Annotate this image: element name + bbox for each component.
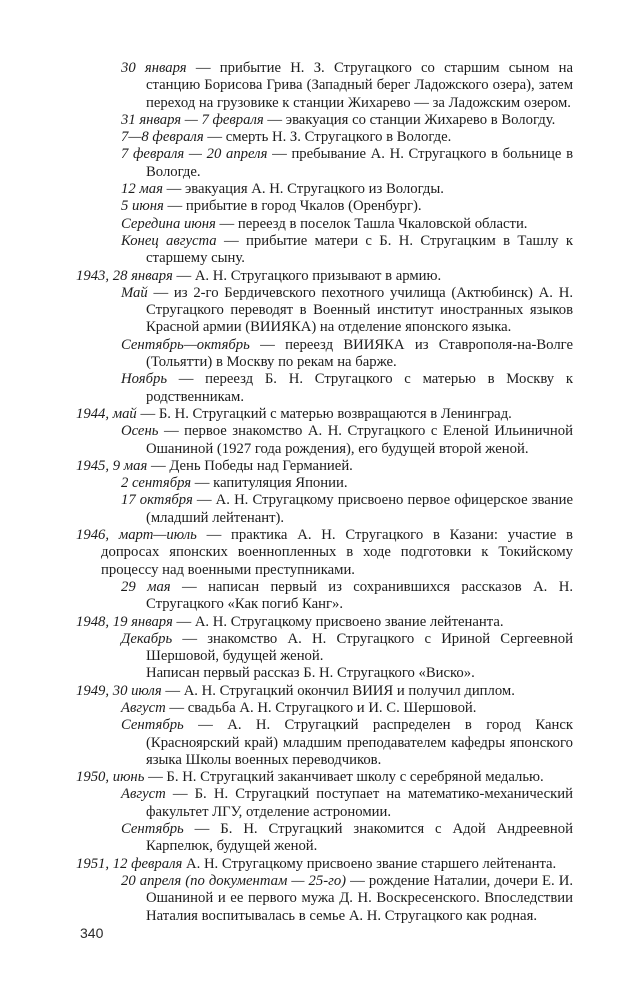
entry-text: — из 2-го Бердичевского пехотного училища (Актюбинск) А. Н. Стругацкого переводят в Военный институт иностранных языков Красной армии (ВИИЯКА) на отделение японского языка.	[146, 284, 573, 336]
chronology-entry	[76, 129, 573, 146]
entry-date: Май	[121, 284, 148, 301]
entry-text: — Б. Н. Стругацкий поступает на математико-механический факультет ЛГУ, отделение астрономии.	[146, 786, 573, 820]
entry-date: 1944, май	[76, 405, 137, 422]
chronology-entry	[76, 700, 573, 717]
entry-date: 7—8 февраля	[121, 129, 204, 146]
entry-date: 1950, июнь	[76, 769, 145, 786]
entry-date: 12 мая	[121, 181, 163, 198]
entry-date: Ноябрь	[121, 371, 167, 388]
entry-date: 20 апреля (по документам — 25-го)	[121, 872, 347, 889]
chronology-entry	[76, 873, 573, 925]
entry-text: — прибытие Н. З. Стругацкого со старшим сыном на станцию Борисова Грива (Западный берег Ладожского озера), затем переход на грузовике к станции Жихарево — за Ладожским озером.	[146, 60, 573, 111]
entry-date: 1946, март—июль	[76, 527, 197, 544]
chronology-entry	[76, 786, 573, 821]
entry-text: — смерть Н. З. Стругацкого в Вологде.	[203, 129, 452, 146]
entry-text: — капитуляция Японии.	[191, 475, 348, 492]
entry-text: — переезд Б. Н. Стругацкого с матерью в Москву к родственникам.	[146, 371, 573, 405]
entry-text: — первое знакомство А. Н. Стругацкого с Еленой Ильиничной Ошаниной (1927 года рождения), его будущей второй женой.	[146, 423, 573, 457]
entry-text: Написан первый рассказ Б. Н. Стругацкого «Виско».	[146, 665, 475, 682]
entry-text: — Б. Н. Стругацкий знакомится с Адой Андреевной Карпелюк, будущей женой.	[146, 821, 573, 855]
entry-text: А. Н. Стругацкому присвоено звание старшего лейтенанта.	[182, 855, 557, 872]
entry-date: 30 января	[121, 60, 187, 76]
entry-date: Декабрь	[121, 630, 173, 647]
entry-date: 5 июня	[121, 198, 164, 215]
entry-text: — эвакуация А. Н. Стругацкого из Вологды.	[162, 181, 444, 198]
entry-date: 2 сентября	[121, 475, 192, 492]
chronology-entry	[76, 821, 573, 856]
entry-date: Сентябрь—октябрь	[121, 336, 250, 353]
entry-text: — свадьба А. Н. Стругацкого и И. С. Шершовой.	[165, 699, 477, 716]
entry-date: 1949, 30 июля	[76, 682, 162, 699]
chronology-entry	[76, 337, 573, 372]
entry-text: — А. Н. Стругацкого призывают в армию.	[172, 267, 442, 284]
entry-text: — Б. Н. Стругацкий заканчивает школу с серебряной медалью.	[144, 769, 544, 786]
entry-date: 1945, 9 мая	[76, 457, 148, 474]
chronology-entry	[76, 717, 573, 769]
entry-text: — Б. Н. Стругацкий с матерью возвращаются в Ленинград.	[136, 405, 512, 422]
entry-text: — пребывание А. Н. Стругацкого в больнице в Вологде.	[146, 146, 574, 180]
entry-text: — День Победы над Германией.	[147, 457, 353, 474]
entry-date: Конец августа	[121, 232, 217, 249]
entry-text: — прибытие матери с Б. Н. Стругацким в Ташлу к старшему сыну.	[146, 232, 573, 267]
entry-date: Середина июня	[121, 215, 216, 232]
chronology-entry	[76, 285, 573, 337]
chronology-entry	[76, 579, 573, 614]
entry-text: — переезд в поселок Ташла Чкаловской области.	[215, 215, 528, 232]
chronology-entry	[76, 216, 573, 233]
chronology-entry	[76, 458, 573, 475]
entry-date: 1951, 12 февраля	[76, 855, 183, 872]
entry-date: 7 февраля — 20 апреля	[121, 146, 268, 163]
entry-date: Август	[121, 786, 166, 803]
entry-text: — А. Н. Стругацкий распределен в город Канск (Красноярский край) младшим преподавателем кафедры японского языка Школы военных переводчиков.	[146, 717, 573, 768]
chronology-entry	[76, 112, 573, 129]
chronology-entry	[76, 683, 573, 700]
chronology-entry	[76, 769, 573, 786]
entry-date: 31 января — 7 февраля	[121, 111, 264, 128]
chronology-entry	[76, 492, 573, 527]
entry-text: — переезд ВИИЯКА из Ставрополя-на-Волге (Тольятти) в Москву по рекам на барже.	[146, 336, 573, 371]
chronology-entry	[76, 371, 573, 406]
chronology-entry	[76, 198, 573, 215]
chronology-entry	[76, 856, 573, 873]
chronology-entry	[76, 527, 573, 579]
entry-text: — А. Н. Стругацкому присвоено первое офицерское звание (младший лейтенант).	[146, 492, 573, 526]
entry-date: 1943, 28 января	[76, 267, 173, 284]
chronology-entry	[76, 475, 573, 492]
entry-text: — А. Н. Стругацкий окончил ВИИЯ и получил диплом.	[161, 682, 515, 699]
chronology-entry	[76, 665, 573, 682]
page-number: 340	[80, 925, 104, 941]
chronology-entry	[76, 406, 573, 423]
entry-date: 1948, 19 января	[76, 613, 173, 630]
entry-date: Сентябрь	[121, 717, 184, 734]
chronology-entry	[76, 181, 573, 198]
chronology-entry	[76, 268, 573, 285]
chronology-entry	[76, 631, 573, 666]
entry-text: — А. Н. Стругацкому присвоено звание лейтенанта.	[172, 613, 504, 630]
entry-date: Осень	[121, 423, 159, 440]
entry-date: Август	[121, 699, 166, 716]
entry-date: Сентябрь	[121, 821, 184, 838]
chronology-entry	[76, 60, 573, 112]
entry-text: — практика А. Н. Стругацкого в Казани: участие в допросах японских военнопленных в ходе подготовки к Токийскому процессу над военными преступниками.	[101, 527, 573, 578]
entry-text: — рождение Наталии, дочери Е. И. Ошаниной и ее первого мужа Д. Н. Воскресенского. Впоследствии Наталия воспитывалась в семье А. Н. Стругацкого как родная.	[146, 872, 573, 924]
entry-text: — прибытие в город Чкалов (Оренбург).	[163, 198, 422, 215]
chronology-entry	[76, 233, 573, 268]
chronology-entry	[76, 423, 573, 458]
entry-text: — написан первый из сохранившихся рассказов А. Н. Стругацкого «Как погиб Канг».	[146, 578, 574, 613]
chronology-entry	[76, 614, 573, 631]
entry-date: 17 октября	[121, 492, 193, 509]
entry-text: — эвакуация со станции Жихарево в Вологду.	[263, 111, 556, 128]
entry-text: — знакомство А. Н. Стругацкого с Ириной Сергеевной Шершовой, будущей женой.	[146, 630, 573, 665]
chronology-entry	[76, 146, 573, 181]
chronology-list	[76, 60, 573, 925]
entry-date: 29 мая	[121, 578, 171, 595]
